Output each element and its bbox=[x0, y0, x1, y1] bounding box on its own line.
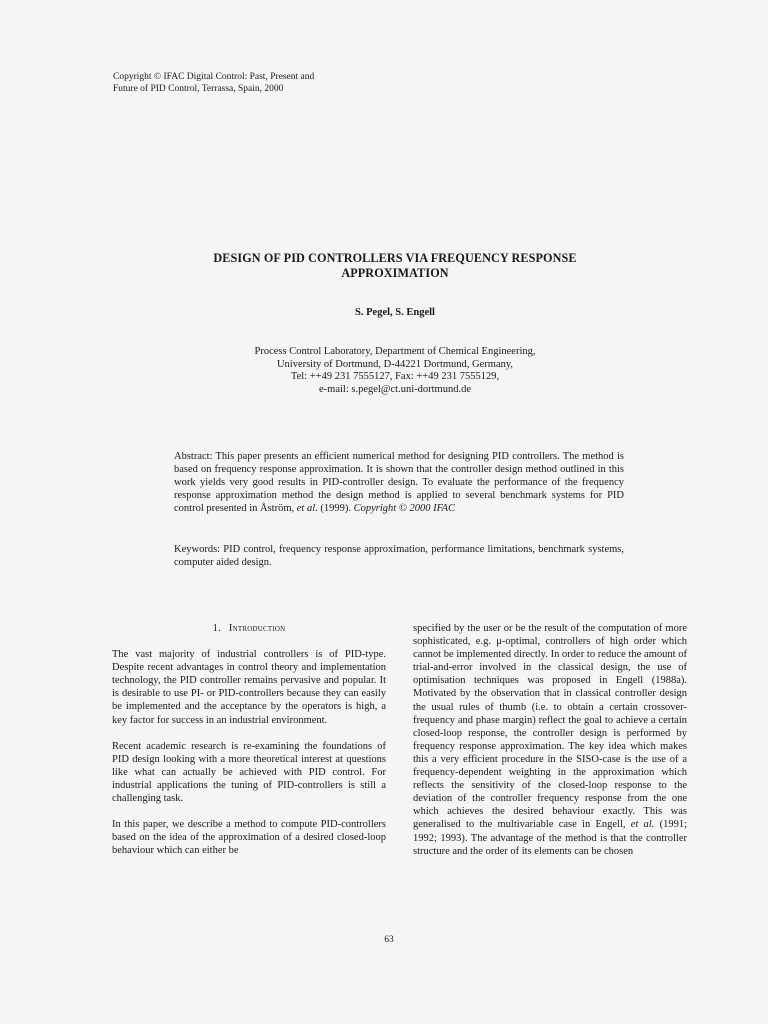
abstract-text: Abstract: This paper presents an efficient numerical method for designing PID controllers. The method is based on frequency response approximation. It is shown that the controller design method outlined in this work yields very good results in PID-controller design. To evaluate the performance of the frequency response approximation method the design method is applied to several benchmark systems for PID control presented in Åström, bbox=[174, 451, 624, 515]
right-text-part-2: (1991; 1992; 1993). The advantage of the method is that the controller structure and the order of its elements can be chosen bbox=[413, 819, 687, 857]
affiliation-line-2: University of Dortmund, D-44221 Dortmund, Germany, bbox=[276, 358, 514, 370]
copyright-notice bbox=[113, 71, 413, 95]
affiliation bbox=[150, 346, 640, 397]
intro-paragraph-3: In this paper, we describe a method to compute PID-controllers based on the idea of the approximation of a desired closed-loop behaviour which can either be bbox=[112, 819, 386, 857]
affiliation-line-1: Process Control Laboratory, Department of Chemical Engineering, bbox=[254, 346, 536, 357]
abstract-copyright: Copyright © 2000 IFAC bbox=[353, 503, 456, 515]
section-heading bbox=[112, 622, 386, 635]
copyright-line-2: Future of PID Control, Terrassa, Spain, 2000 bbox=[113, 84, 284, 94]
paper-title bbox=[150, 251, 640, 281]
left-column bbox=[112, 622, 386, 870]
page-number: 63 bbox=[384, 935, 394, 945]
intro-paragraph-1: The vast majority of industrial controllers is of PID-type. Despite recent advantages in control theory and implementation technology, the PID controller remains pervasive and popular. It is desirable to use PI- or PID-controllers because they can easily be implemented and the acceptance by the operators is high, a key factor for success in an industrial environment. bbox=[112, 649, 386, 726]
keywords: Keywords: PID control, frequency response approximation, performance limitations, benchmark systems, computer aided design. bbox=[174, 544, 624, 569]
intro-paragraph-2: Recent academic research is re-examining the foundations of PID design looking with a more theoretical interest at questions like what can actually be achieved with PID control. For industrial applications the tuning of PID-controllers is still a challenging task. bbox=[112, 740, 386, 805]
affiliation-line-3: Tel: ++49 231 7555127, Fax: ++49 231 7555129, bbox=[290, 371, 500, 383]
right-column-paragraph bbox=[413, 622, 687, 858]
copyright-line-1: Copyright © IFAC Digital Control: Past, Present and bbox=[113, 72, 315, 82]
section-number: 1. bbox=[212, 623, 221, 634]
title-line-2: APPROXIMATION bbox=[341, 266, 449, 280]
abstract bbox=[174, 450, 624, 515]
authors: S. Pegel, S. Engell bbox=[355, 307, 435, 318]
right-column bbox=[413, 622, 687, 871]
affiliation-email: e-mail: s.pegel@ct.uni-dortmund.de bbox=[319, 384, 471, 396]
title-line-1: DESIGN OF PID CONTROLLERS VIA FREQUENCY RESPONSE bbox=[213, 251, 577, 265]
section-title: Introduction bbox=[228, 623, 286, 634]
abstract-etal: et al bbox=[296, 503, 316, 515]
right-text-part-1: specified by the user or be the result of the computation of more sophisticated, e.g. μ-optimal, controllers of high order which cannot be implemented directly. In order to reduce the amount of trial-and-error involved in the classical design, the use of optimisation techniques was proposed in Engell (1988a). Motivated by the observation that in classical controller design the usual rules of thumb (i.e. to obtain a certain crossover-frequency and phase margin) reflect the goal to achieve a certain closed-loop response, the controller design is performed by frequency response approximation. The key idea which makes this a very efficient procedure in the SISO-case is the use of a frequency-dependent weighting in the approximation which reflects the sensitivity of the closed-loop response to the deviation of the controller frequency response from the one which achieves the desired behaviour exactly. This was generalised to the multivariable case in Engell, bbox=[413, 623, 687, 831]
right-etal: et al. bbox=[630, 819, 655, 831]
abstract-year: . (1999). bbox=[315, 503, 354, 515]
